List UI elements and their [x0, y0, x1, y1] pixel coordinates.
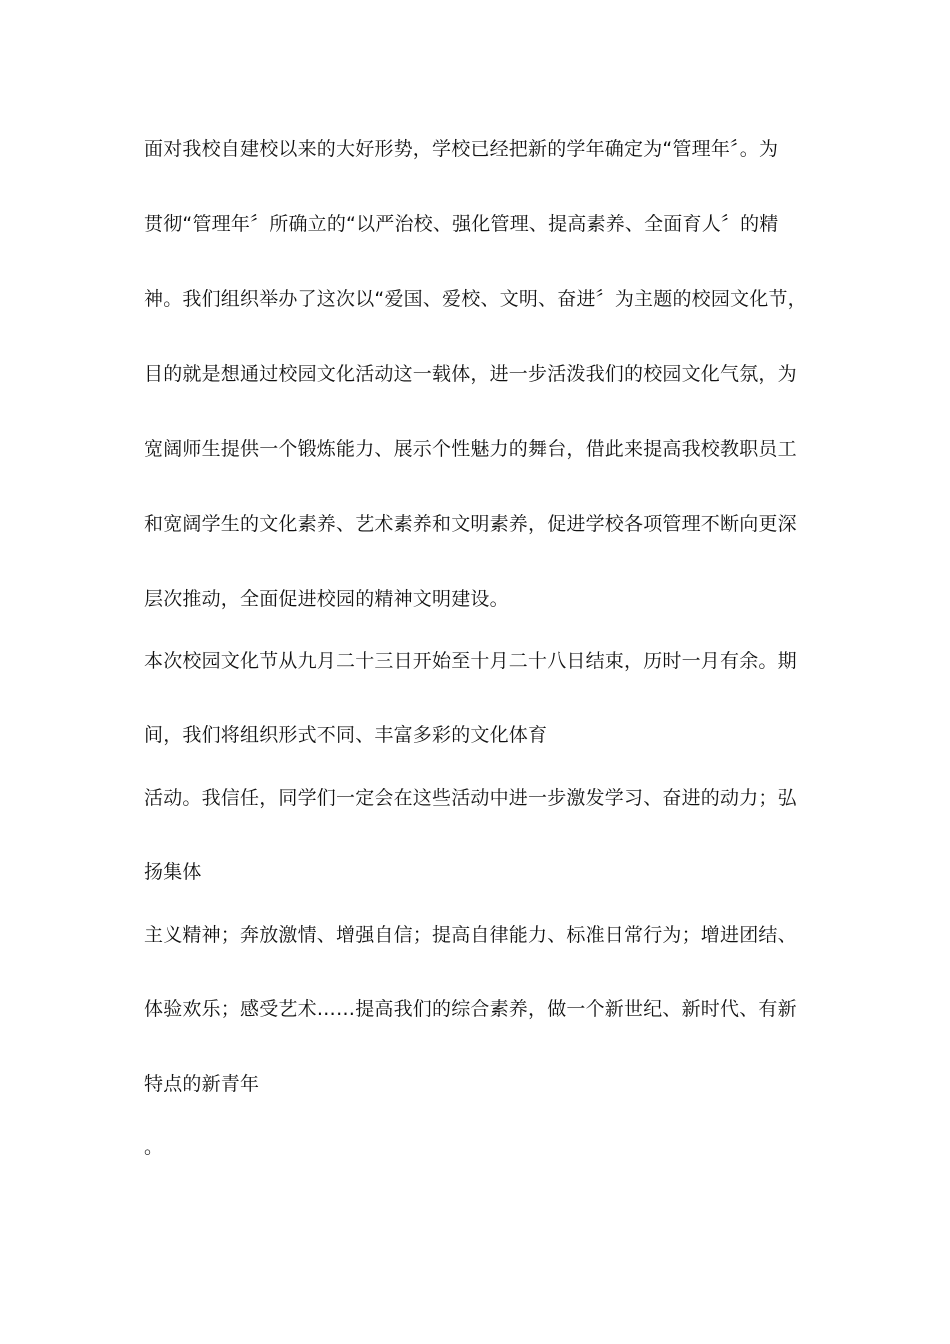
paragraph-line: 体验欢乐；感受艺术……提高我们的综合素养，做一个新世纪、新时代、有新 [144, 998, 797, 1020]
paragraph-line: 目的就是想通过校园文化活动这一载体，进一步活泼我们的校园文化气氛，为 [144, 363, 797, 385]
paragraph-line: 贯彻“管理年〞所确立的“以严治校、强化管理、提高素养、全面育人〞的精 [144, 213, 779, 235]
paragraph-line: 活动。我信任，同学们一定会在这些活动中进一步激发学习、奋进的动力；弘 [144, 787, 797, 809]
paragraph-line: 神。我们组织举办了这次以“爱国、爱校、文明、奋进〞为主题的校园文化节， [144, 288, 807, 310]
paragraph-line: 层次推动，全面促进校园的精神文明建设。 [144, 588, 509, 610]
paragraph-line: 扬集体 [144, 861, 202, 883]
paragraph-line: 特点的新青年 [144, 1073, 260, 1095]
paragraph-line: 和宽阔学生的文化素养、艺术素养和文明素养，促进学校各项管理不断向更深 [144, 513, 797, 535]
paragraph-line: 主义精神；奔放激情、增强自信；提高自律能力、标准日常行为；增进团结、 [144, 924, 797, 946]
paragraph-line: 面对我校自建校以来的大好形势，学校已经把新的学年确定为“管理年〞。为 [144, 138, 779, 160]
paragraph-line: 间，我们将组织形式不同、丰富多彩的文化体育 [144, 724, 548, 746]
paragraph-line: 宽阔师生提供一个锻炼能力、展示个性魅力的舞台，借此来提高我校教职员工 [144, 438, 797, 460]
paragraph-line: 。 [144, 1136, 164, 1158]
paragraph-line: 本次校园文化节从九月二十三日开始至十月二十八日结束，历时一月有余。期 [144, 650, 797, 672]
